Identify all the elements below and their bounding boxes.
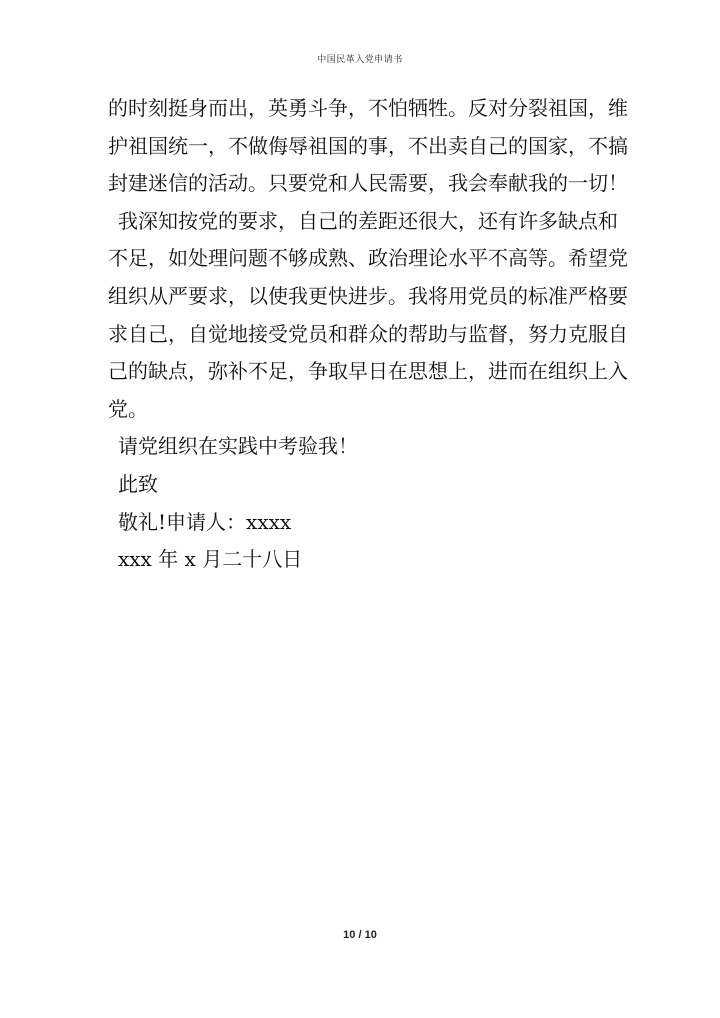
date-line: xxx 年 x 月二十八日 [118, 547, 303, 572]
body-line: 请党组织在实践中考验我！ [118, 434, 358, 459]
body-line: 党。 [108, 396, 148, 421]
body-line: 求自己，自觉地接受党员和群众的帮助与监督，努力克服自 [108, 321, 628, 346]
body-line: 护祖国统一，不做侮辱祖国的事，不出卖自己的国家，不搞 [108, 133, 628, 158]
closing-salutation: 此致 [118, 471, 158, 496]
body-line: 封建迷信的活动。只要党和人民需要，我会奉献我的一切！ [108, 171, 628, 196]
body-line: 的时刻挺身而出，英勇斗争，不怕牺牲。反对分裂祖国，维 [108, 96, 628, 120]
signature-line: 敬礼!申请人：xxxx [118, 509, 292, 534]
page-header-title: 中国民革入党申请书 [317, 55, 403, 65]
page-number: 10 / 10 [343, 929, 377, 941]
body-line: 己的缺点，弥补不足，争取早日在思想上，进而在组织上入 [108, 359, 628, 384]
body-line: 不足，如处理问题不够成熟、政治理论水平不高等。希望党 [108, 246, 628, 271]
body-line: 组织从严要求，以使我更快进步。我将用党员的标准严格要 [108, 283, 628, 308]
document-body [108, 90, 628, 579]
body-line: 我深知按党的要求，自己的差距还很大，还有许多缺点和 [118, 208, 618, 233]
